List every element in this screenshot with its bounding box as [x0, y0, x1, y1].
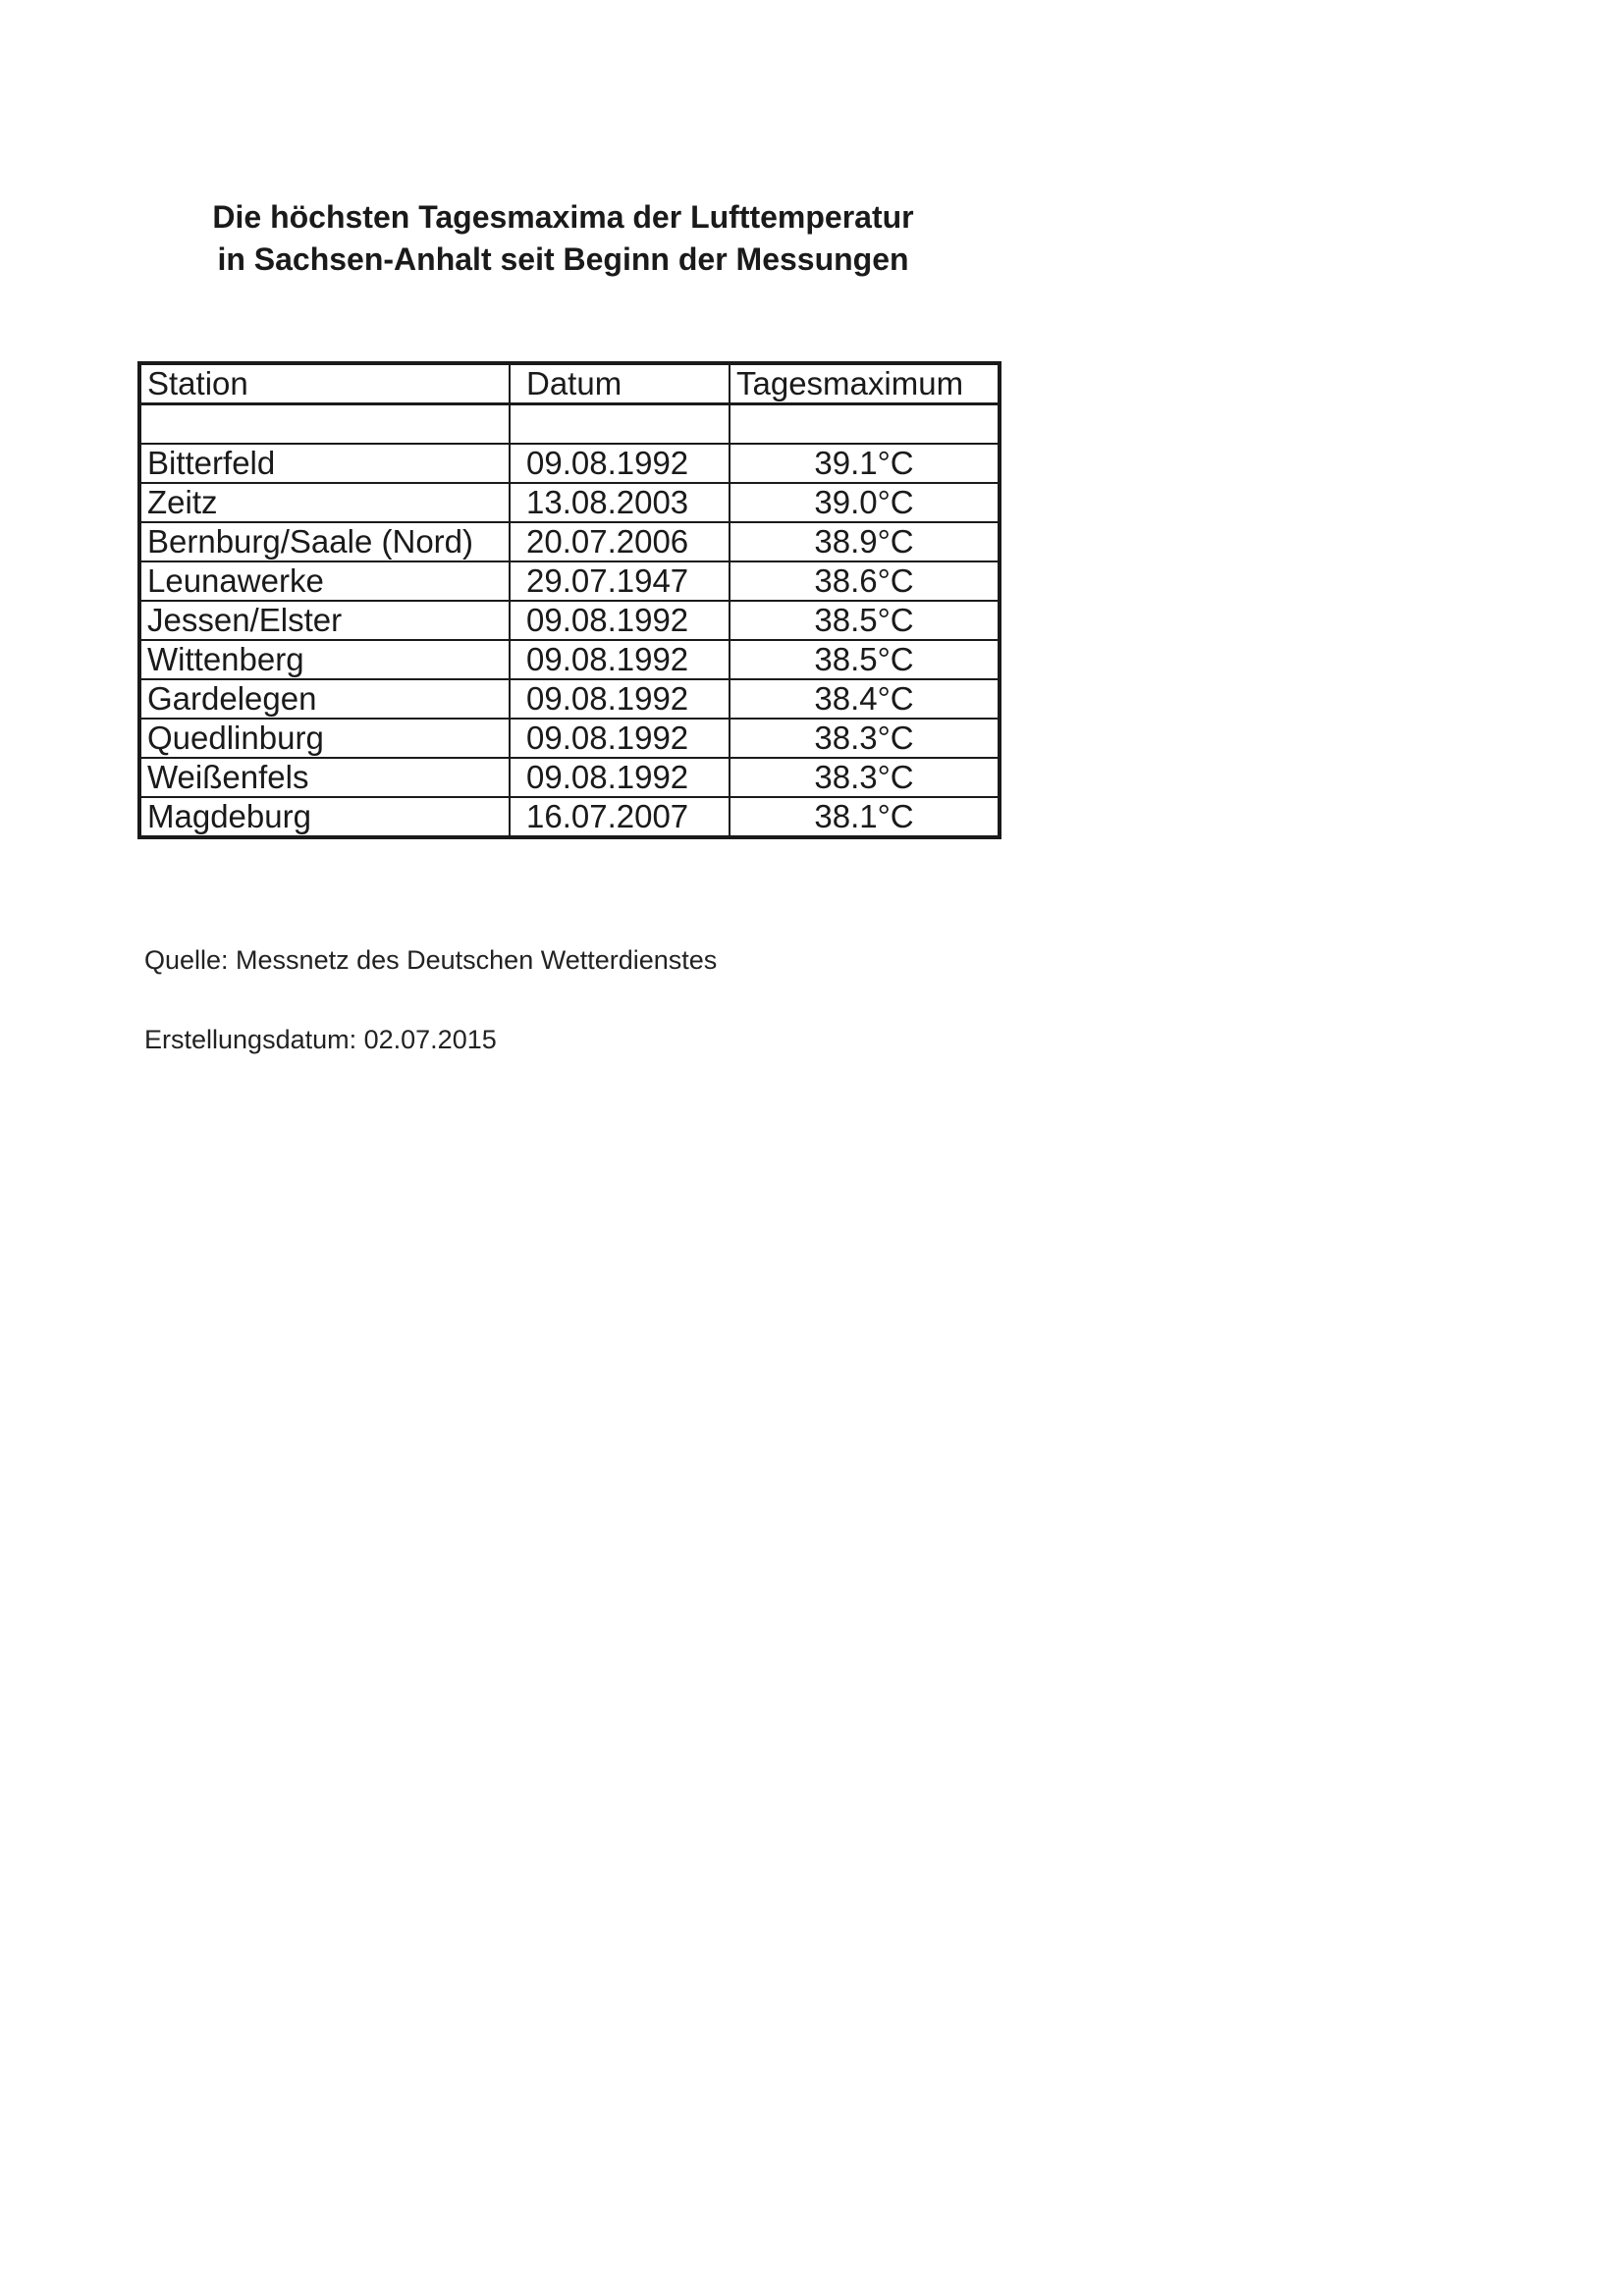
max-temp-cell: 38.5°C [730, 640, 1000, 679]
header-tagesmaximum: Tagesmaximum [730, 363, 1000, 404]
date-cell: 29.07.1947 [510, 561, 730, 601]
table-row [139, 797, 1000, 837]
max-temp-cell: 39.1°C [730, 444, 1000, 483]
station-cell: Zeitz [139, 483, 510, 522]
max-temp-cell: 38.3°C [730, 719, 1000, 758]
empty-cell [730, 404, 1000, 445]
table-header-row [139, 363, 1000, 404]
max-temp-cell: 39.0°C [730, 483, 1000, 522]
table-row [139, 444, 1000, 483]
station-cell: Bernburg/Saale (Nord) [139, 522, 510, 561]
date-cell: 09.08.1992 [510, 758, 730, 797]
source-note: Quelle: Messnetz des Deutschen Wetterdienstes [144, 945, 718, 975]
date-cell: 20.07.2006 [510, 522, 730, 561]
max-temp-cell: 38.3°C [730, 758, 1000, 797]
date-cell: 16.07.2007 [510, 797, 730, 837]
title-line-1: Die höchsten Tagesmaxima der Lufttemperatur [212, 199, 914, 235]
station-cell: Jessen/Elster [139, 601, 510, 640]
date-cell: 09.08.1992 [510, 719, 730, 758]
date-cell: 09.08.1992 [510, 601, 730, 640]
document-title [137, 196, 989, 281]
header-datum: Datum [510, 363, 730, 404]
creation-date: Erstellungsdatum: 02.07.2015 [144, 1025, 497, 1054]
table-row [139, 679, 1000, 719]
table-row [139, 483, 1000, 522]
max-temp-cell: 38.6°C [730, 561, 1000, 601]
table-row [139, 522, 1000, 561]
station-cell: Quedlinburg [139, 719, 510, 758]
max-temp-cell: 38.9°C [730, 522, 1000, 561]
empty-cell [139, 404, 510, 445]
header-station: Station [139, 363, 510, 404]
station-cell: Bitterfeld [139, 444, 510, 483]
table-row [139, 719, 1000, 758]
max-temp-cell: 38.5°C [730, 601, 1000, 640]
empty-cell [510, 404, 730, 445]
max-temp-cell: 38.1°C [730, 797, 1000, 837]
empty-row [139, 404, 1000, 445]
station-cell: Magdeburg [139, 797, 510, 837]
table-row [139, 640, 1000, 679]
date-cell: 09.08.1992 [510, 444, 730, 483]
station-cell: Gardelegen [139, 679, 510, 719]
table-row [139, 758, 1000, 797]
station-cell: Weißenfels [139, 758, 510, 797]
table-row [139, 601, 1000, 640]
date-cell: 09.08.1992 [510, 679, 730, 719]
date-cell: 13.08.2003 [510, 483, 730, 522]
date-cell: 09.08.1992 [510, 640, 730, 679]
station-cell: Wittenberg [139, 640, 510, 679]
title-line-2: in Sachsen-Anhalt seit Beginn der Messungen [217, 241, 909, 277]
temperature-table [137, 361, 1001, 839]
table-row [139, 561, 1000, 601]
max-temp-cell: 38.4°C [730, 679, 1000, 719]
station-cell: Leunawerke [139, 561, 510, 601]
